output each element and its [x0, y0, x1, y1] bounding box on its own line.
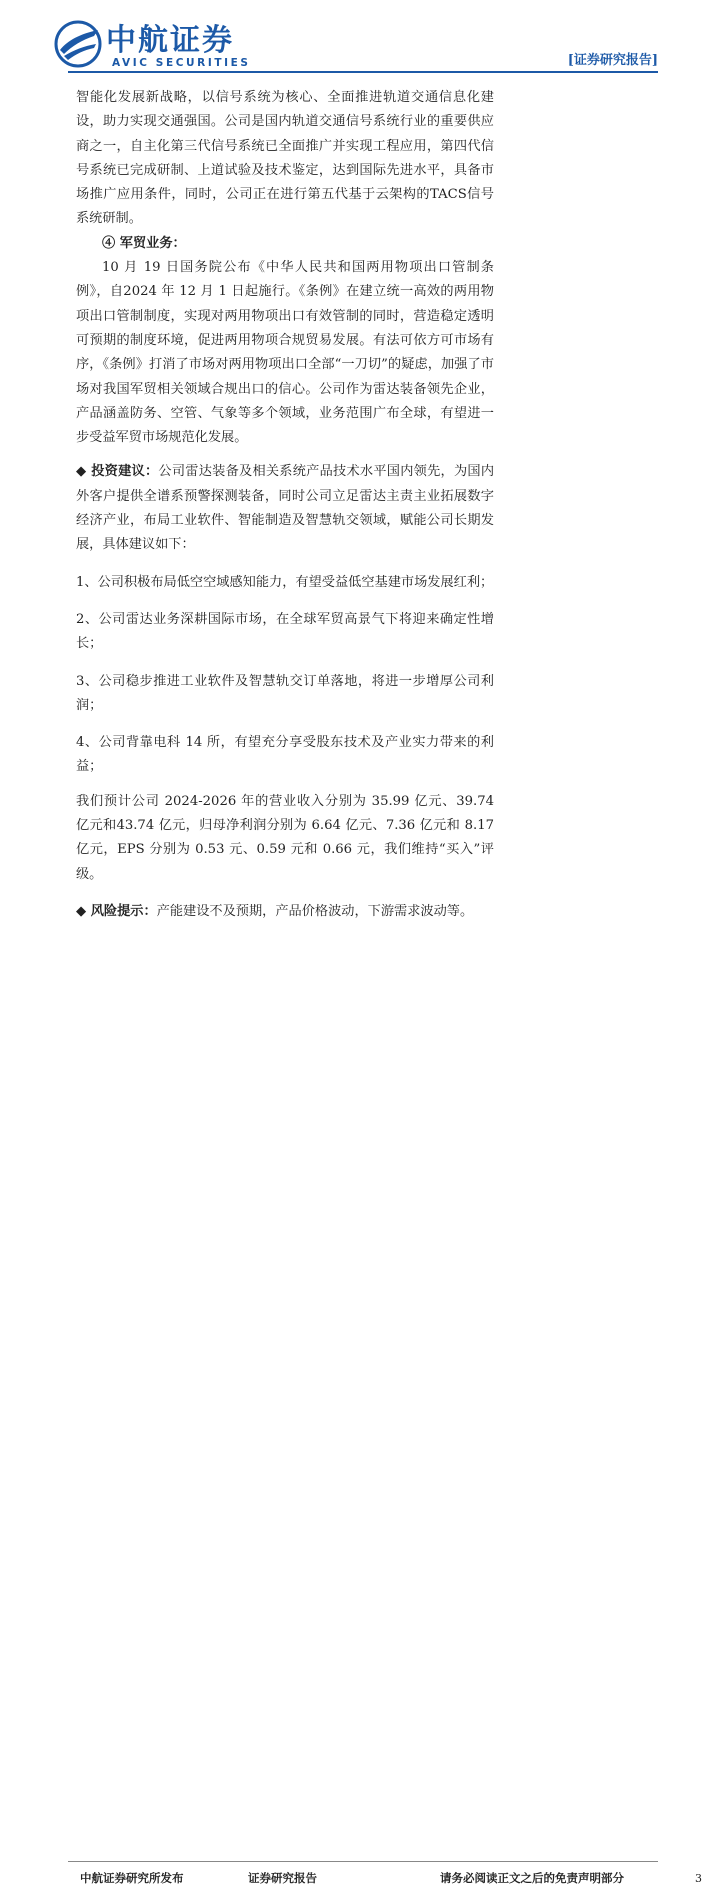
- forecast-paragraph: 我们预计公司 2024-2026 年的营业收入分别为 35.99 亿元、39.74 亿元和43.74 亿元，归母净利润分别为 6.64 亿元、7.36 亿元和 8.17 亿元，EPS 分别为 0.53 元、0.59 元和 0.66 元，我们维持“买入”评级。: [76, 793, 494, 882]
- investment-advice-label: ◆ 投资建议：: [76, 464, 159, 480]
- risk-label: ◆ 风险提示：: [76, 903, 157, 919]
- investment-advice-text: 公司雷达装备及相关系统产品技术水平国内领先，为国内外客户提供全谱系预警探测装备，同时公司立足雷达主责主业拓展数字经济产业，布局工业软件、智能制造及智慧轨交领域，赋能公司长期发展，具体建议如下：: [76, 464, 495, 553]
- footer-publisher: 中航证券研究所发布: [80, 1871, 184, 1885]
- avic-logo-icon: [54, 20, 102, 68]
- report-type-tag: [证券研究报告]: [567, 53, 658, 68]
- report-body: [76, 86, 494, 924]
- logo-chinese-name: 中航证券: [106, 23, 234, 58]
- risk-text: 产能建设不及预期，产品价格波动，下游需求波动等。: [156, 903, 474, 919]
- page-header: [0, 0, 724, 80]
- advice-item-1: 1、公司积极布局低空空域感知能力，有望受益低空基建市场发展红利；: [76, 574, 494, 590]
- military-trade-paragraph: 10 月 19 日国务院公布《中华人民共和国两用物项出口管制条例》，自2024 年 12 月 1 日起施行。《条例》在建立统一高效的两用物项出口管制制度，实现对两用物项出口有效管制的同时，营造稳定透明可预期的制度环境，促进两用物项合规贸易发展。有法可依方可市场有序，《条例》打消了市场对两用物项出口全部“一刀切”的疑虑，加强了市场对我国军贸相关领域合规出口的信心。公司作为雷达装备领先企业，产品涵盖防务、空管、气象等多个领域，业务范围广布全球，有望进一步受益军贸市场规范化发展。: [76, 260, 494, 446]
- advice-item-2: 2、公司雷达业务深耕国际市场，在全球军贸高景气下将迎来确定性增长；: [76, 611, 494, 652]
- risk-paragraph: [76, 900, 494, 924]
- footer-disclaimer: 请务必阅读正文之后的免责声明部分: [440, 1871, 624, 1885]
- footer-report-type: 证券研究报告: [248, 1871, 317, 1885]
- advice-item-4: 4、公司背靠电科 14 所，有望充分享受股东技术及产业实力带来的利益；: [76, 735, 494, 775]
- page-number: 3: [695, 1872, 702, 1885]
- signal-system-paragraph: 智能化发展新战略，以信号系统为核心、全面推进轨道交通信息化建设，助力实现交通强国。公司是国内轨道交通信号系统行业的重要供应商之一，自主化第三代信号系统已全面推广并实现工程应用，第四代信号系统已完成研制、上道试验及技术鉴定，达到国际先进水平，具备市场推广应用条件，同时，公司正在进行第五代基于云架构的TACS信号系统研制。: [76, 90, 494, 227]
- military-trade-subheading: ④ 军贸业务：: [102, 235, 186, 251]
- investment-advice-paragraph: [76, 460, 494, 557]
- page-footer: [0, 930, 724, 1885]
- logo-english-name: AVIC SECURITIES: [112, 57, 251, 69]
- footer-divider: [68, 1861, 658, 1862]
- advice-item-3: 3、公司稳步推进工业软件及智慧轨交订单落地，将进一步增厚公司利润；: [76, 673, 494, 713]
- header-divider: [68, 71, 658, 73]
- company-logo: [54, 20, 264, 72]
